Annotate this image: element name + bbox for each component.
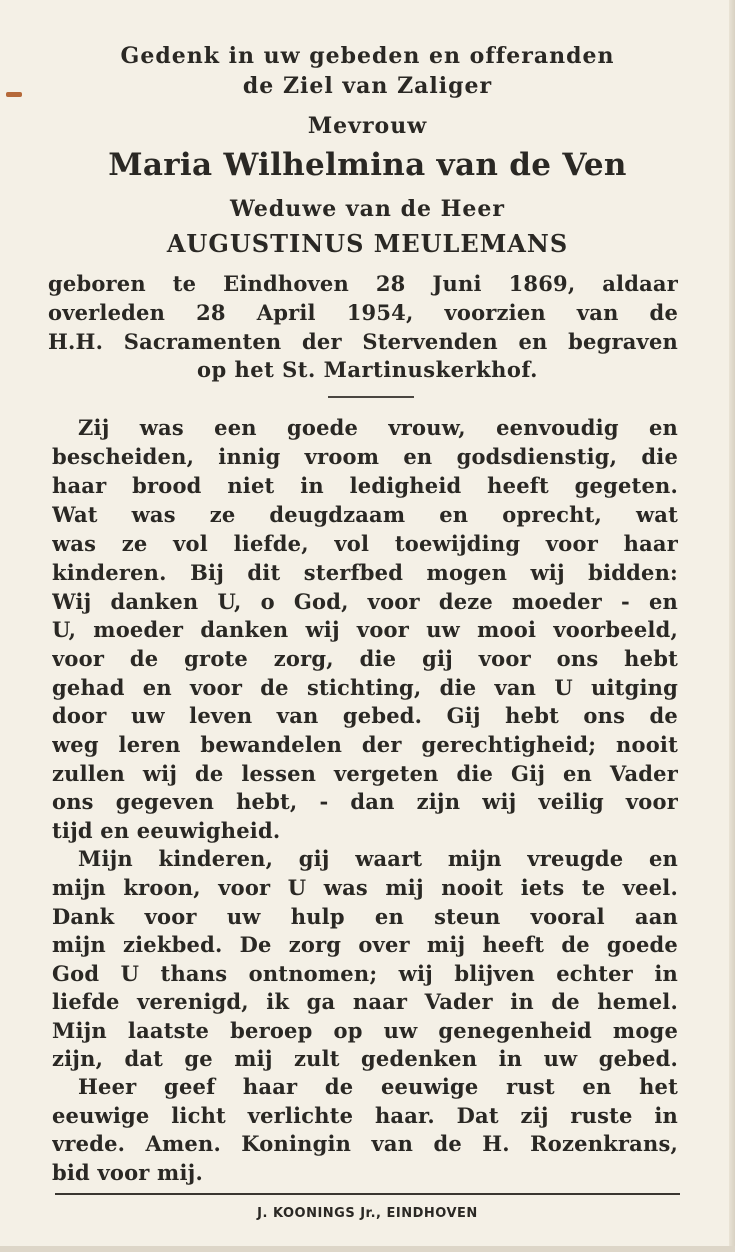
body-line: haar brood niet in ledigheid heeft gegeten. <box>52 473 678 498</box>
card-edge-right <box>729 0 735 1252</box>
body-line: eeuwige licht verlichte haar. Dat zij ruste in <box>52 1103 678 1128</box>
body-line: Dank voor uw hulp en steun vooral aan <box>52 904 678 929</box>
title-mevrouw: Mevrouw <box>307 113 428 139</box>
body-line: U, moeder danken wij voor uw mooi voorbeeld, <box>52 617 678 642</box>
details-line: H.H. Sacramenten der Stervenden en begraven <box>48 329 678 354</box>
body-line: mijn kroon, voor U was mij nooit iets te veel. <box>52 875 678 900</box>
details-line: overleden 28 April 1954, voorzien van de <box>48 300 678 325</box>
margin-mark <box>6 92 22 97</box>
body-line: zullen wij de lessen vergeten die Gij en Vader <box>52 761 678 786</box>
body-line: Wat was ze deugdzaam en oprecht, wat <box>52 502 678 527</box>
details-line: geboren te Eindhoven 28 Juni 1869, aldaar <box>48 271 678 296</box>
husband-name: AUGUSTINUS MEULEMANS <box>166 229 569 258</box>
printer-imprint: J. KOONINGS Jr., EINDHOVEN <box>257 1206 478 1221</box>
body-line: weg leren bewandelen der gerechtigheid; nooit <box>52 732 678 757</box>
body-line: ons gegeven hebt, - dan zijn wij veilig voor <box>52 789 678 814</box>
deceased-name: Maria Wilhelmina van de Ven <box>108 147 627 183</box>
body-line: Heer geef haar de eeuwige rust en het <box>78 1074 678 1099</box>
card-edge-bottom <box>0 1246 735 1252</box>
body-line: gehad en voor de stichting, die van U uitging <box>52 675 678 700</box>
widow-of: Weduwe van de Heer <box>230 196 505 222</box>
body-line: bid voor mij. <box>52 1160 203 1185</box>
body-line: zijn, dat ge mij zult gedenken in uw gebed. <box>52 1046 678 1071</box>
body-line: voor de grote zorg, die gij voor ons hebt <box>52 646 678 671</box>
body-line: Zij was een goede vrouw, eenvoudig en <box>78 415 678 440</box>
body-line: Mijn kinderen, gij waart mijn vreugde en <box>78 846 678 871</box>
body-line: God U thans ontnomen; wij blijven echter in <box>52 961 678 986</box>
body-line: tijd en eeuwigheid. <box>52 818 281 843</box>
header-line-1: Gedenk in uw gebeden en offeranden <box>120 43 615 69</box>
body-line: mijn ziekbed. De zorg over mij heeft de goede <box>52 932 678 957</box>
divider-short <box>328 396 414 398</box>
details-line-last: op het St. Martinuskerkhof. <box>197 357 538 382</box>
body-line: Wij danken U, o God, voor deze moeder - en <box>52 589 678 614</box>
divider-long <box>55 1193 680 1195</box>
body-line: Mijn laatste beroep op uw genegenheid moge <box>52 1018 678 1043</box>
body-line: liefde verenigd, ik ga naar Vader in de hemel. <box>52 989 678 1014</box>
body-line: vrede. Amen. Koningin van de H. Rozenkrans, <box>52 1131 678 1156</box>
body-line: kinderen. Bij dit sterfbed mogen wij bidden: <box>52 560 678 585</box>
header-line-2: de Ziel van Zaliger <box>242 73 493 99</box>
body-line: door uw leven van gebed. Gij hebt ons de <box>52 703 678 728</box>
body-line: was ze vol liefde, vol toewijding voor haar <box>52 531 678 556</box>
body-line: bescheiden, innig vroom en godsdienstig, die <box>52 444 678 469</box>
